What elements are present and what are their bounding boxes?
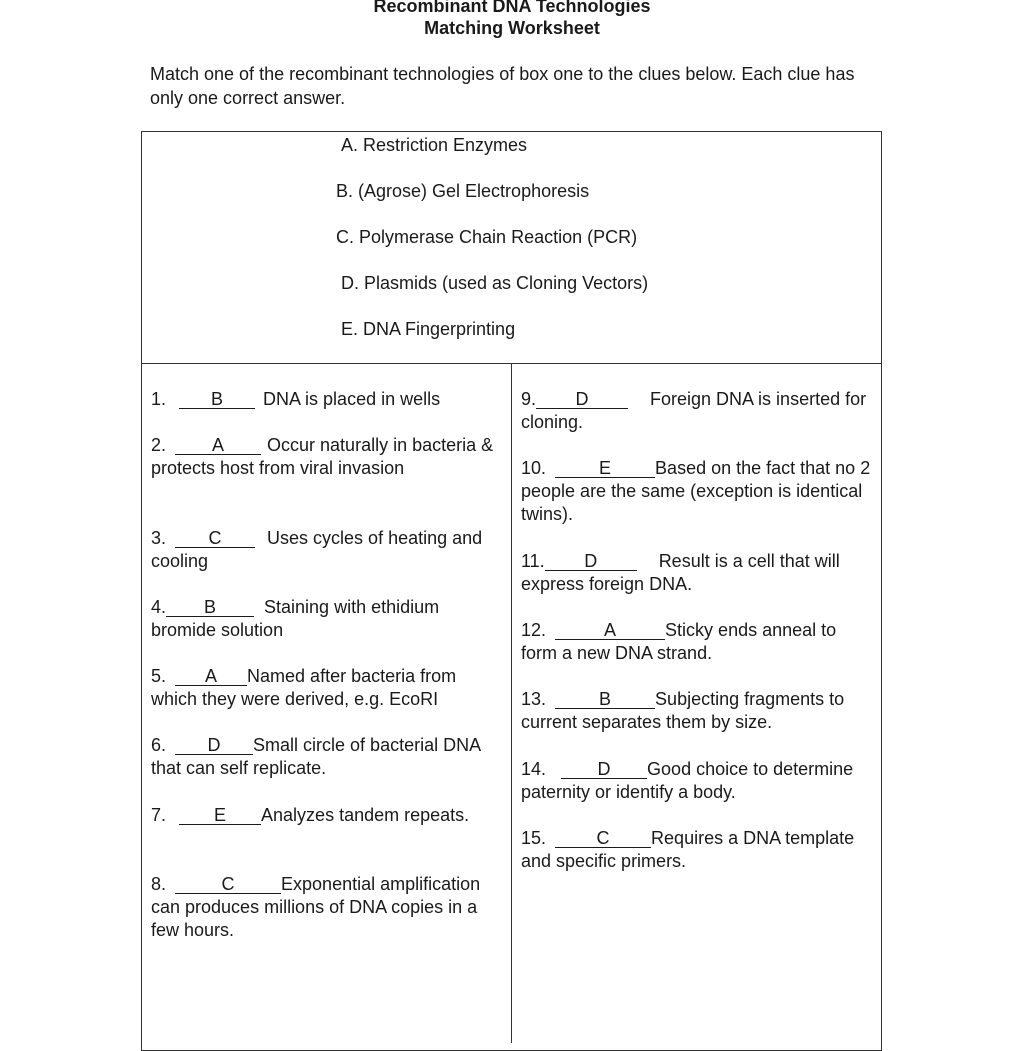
clue-text: DNA is placed in wells xyxy=(263,389,441,409)
clue-number: 8. xyxy=(151,874,167,894)
clue-item xyxy=(521,619,873,665)
answer-blank[interactable]: C xyxy=(175,529,255,548)
clue-text: Based on the fact that no 2 people are the same (exception is identical twins). xyxy=(521,458,871,524)
answer-blank[interactable]: B xyxy=(555,690,655,709)
clue-text: Good choice to determine paternity or identify a body. xyxy=(521,759,854,802)
clue-number: 2. xyxy=(151,435,167,455)
clue-item xyxy=(521,457,873,526)
clue-item xyxy=(521,758,873,804)
clue-item xyxy=(151,388,503,411)
option-b: B. (Agrose) Gel Electrophoresis xyxy=(336,181,590,201)
clue-number: 6. xyxy=(151,735,167,755)
answer-blank[interactable]: B xyxy=(166,598,254,617)
clue-number: 1. xyxy=(151,389,167,409)
clue-item xyxy=(521,827,873,873)
clue-number: 13. xyxy=(521,689,547,709)
clue-text: Subjecting fragments to current separates them by size. xyxy=(521,689,845,732)
clue-text: Exponential amplification can produces millions of DNA copies in a few hours. xyxy=(151,874,481,940)
box-divider-vertical xyxy=(511,363,512,1043)
option-d: D. Plasmids (used as Cloning Vectors) xyxy=(341,273,649,293)
clue-number: 7. xyxy=(151,805,167,825)
clue-text: Requires a DNA template and specific primers. xyxy=(521,828,855,871)
clue-item xyxy=(521,550,873,596)
clue-item xyxy=(151,804,503,827)
clue-text: Staining with ethidium bromide solution xyxy=(151,597,440,640)
instructions-text: Match one of the recombinant technologies of box one to the clues below. Each clue has only one correct answer. xyxy=(150,64,855,108)
worksheet-title: Recombinant DNA Technologies xyxy=(373,0,651,16)
clue-number: 5. xyxy=(151,666,167,686)
answer-blank[interactable]: A xyxy=(175,436,261,455)
clue-text: Analyzes tandem repeats. xyxy=(261,805,470,825)
clue-item xyxy=(151,434,503,480)
option-c: C. Polymerase Chain Reaction (PCR) xyxy=(336,227,638,247)
answer-blank[interactable]: B xyxy=(179,390,255,409)
clue-number: 10. xyxy=(521,458,547,478)
clue-text: Result is a cell that will express foreign DNA. xyxy=(521,551,840,594)
clue-number: 15. xyxy=(521,828,547,848)
answer-blank[interactable]: E xyxy=(555,459,655,478)
answer-blank[interactable]: C xyxy=(175,875,281,894)
clue-item xyxy=(151,596,503,642)
clue-number: 3. xyxy=(151,528,167,548)
clue-text: Uses cycles of heating and cooling xyxy=(151,528,483,571)
clue-text: Named after bacteria from which they were derived, e.g. EcoRI xyxy=(151,666,457,709)
answer-blank[interactable]: E xyxy=(179,806,261,825)
clue-item xyxy=(521,688,873,734)
clue-number: 4. xyxy=(151,597,167,617)
clue-item xyxy=(151,665,503,711)
clue-item xyxy=(151,527,503,573)
option-e: E. DNA Fingerprinting xyxy=(341,319,516,339)
clue-number: 14. xyxy=(521,759,547,779)
worksheet-subtitle: Matching Worksheet xyxy=(424,18,600,38)
clue-text: Foreign DNA is inserted for cloning. xyxy=(521,389,867,432)
answer-blank[interactable]: D xyxy=(536,390,628,409)
clue-text: Occur naturally in bacteria & protects host from viral invasion xyxy=(151,435,494,478)
clue-number: 12. xyxy=(521,620,547,640)
clue-item xyxy=(151,734,503,780)
clue-item xyxy=(151,873,503,942)
clue-item xyxy=(521,388,873,434)
answer-blank[interactable]: C xyxy=(555,829,651,848)
clue-number: 9. xyxy=(521,389,537,409)
clue-text: Small circle of bacterial DNA that can self replicate. xyxy=(151,735,481,778)
answer-blank[interactable]: A xyxy=(555,621,665,640)
clue-number: 11. xyxy=(521,551,545,571)
clue-text: Sticky ends anneal to form a new DNA strand. xyxy=(521,620,837,663)
answer-blank[interactable]: D xyxy=(561,760,647,779)
answer-blank[interactable]: A xyxy=(175,667,247,686)
option-a: A. Restriction Enzymes xyxy=(341,135,528,155)
answer-blank[interactable]: D xyxy=(175,736,253,755)
answer-blank[interactable]: D xyxy=(545,552,637,571)
